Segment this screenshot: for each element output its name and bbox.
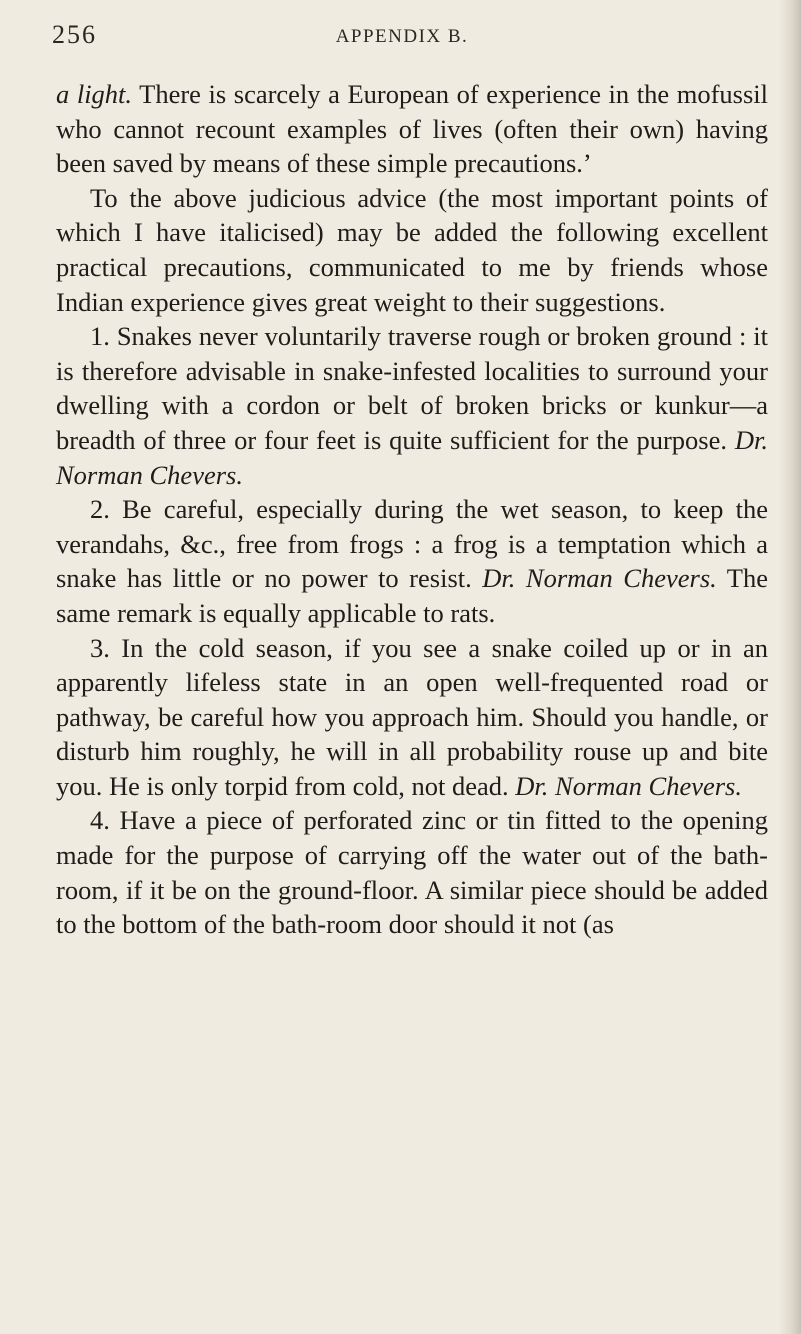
text-run: 2. Be careful, especially during the wet season, to keep the verandahs, &c., free from frogs : a frog is a temptation which a snake has little or no power to resist. [56, 494, 768, 594]
italic-text: Dr. Norman Chevers. [56, 424, 768, 490]
body-text [56, 77, 768, 942]
paragraph [56, 631, 768, 804]
paragraph [56, 492, 768, 630]
page-edge-shadow [779, 0, 801, 1334]
text-run: 1. Snakes never voluntarily traverse rough or broken ground : it is therefore advisable in snake-infested localities to surround your dwelling with a cordon or belt of broken bricks or kunkur—a breadth of three or four feet is quite sufficient for the purpose. [56, 321, 768, 455]
paragraph [56, 803, 768, 941]
paragraph [56, 77, 768, 181]
text-run: 4. Have a piece of perforated zinc or tin fitted to the opening made for the purpose of carrying off the water out of the bath-room, if it be on the ground-floor. A similar piece should be added to the bottom of the bath-room door should it not (as [56, 805, 768, 940]
running-head: APPENDIX B. [335, 26, 469, 47]
paragraph [56, 181, 768, 319]
paragraph [56, 319, 768, 492]
text-run: 3. In the cold season, if you see a snake coiled up or in an apparently lifeless state in an open well-frequented road or pathway, be careful how you approach him. Should you handle, or disturb him roughly, he will in all probability rouse up and bite you. He is only torpid from cold, not dead. [56, 632, 768, 801]
text-run: There is scarcely a European of experience in the mofussil who cannot recount examples of lives (often their own) having been saved by means of these simple precautions.’ [56, 79, 768, 179]
italic-text: a light. [56, 79, 133, 109]
text-run: The same remark is equally applicable to rats. [56, 563, 768, 628]
page-number: 256 [52, 20, 97, 49]
italic-text: Dr. Norman Chevers. [515, 770, 742, 801]
text-run: To the above judicious advice (the most important points of which I have italicised) may be added the following excellent practical precautions, communicated to me by friends whose Indian experience gives great weight to their suggestions. [56, 182, 768, 317]
italic-text: Dr. Norman Chevers. [482, 563, 717, 594]
page-header [52, 20, 752, 56]
